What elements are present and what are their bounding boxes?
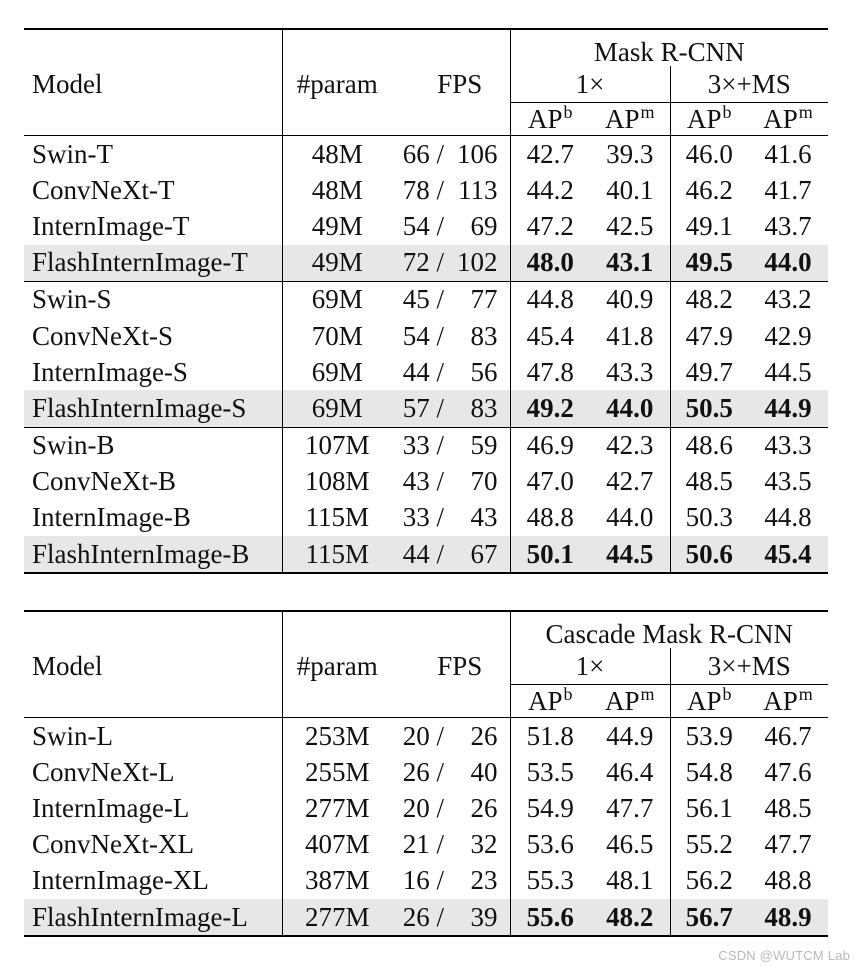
- ap-mask-1x-cell: 44.0: [590, 390, 670, 427]
- fps-a-cell: 54 /: [402, 210, 444, 241]
- ap-box-3x-cell: 56.1: [670, 790, 748, 826]
- fps-b-cell: 102: [448, 245, 510, 282]
- ap-mask-1x-cell: 41.8: [606, 320, 654, 351]
- ap-mask-1x-cell: 48.2: [590, 899, 670, 936]
- ap-mask-1x-cell: 39.3: [590, 136, 670, 173]
- model-name-cell: InternImage-B: [32, 502, 191, 533]
- fps-b-cell: 32: [470, 829, 498, 860]
- ap-mask-header: $AP^m$: [748, 685, 828, 718]
- model-name-cell: InternImage-L: [32, 792, 190, 823]
- fps-a-cell: 54 /: [402, 320, 444, 351]
- cascade-mask-rcnn-table: [24, 610, 828, 937]
- ap-mask-1x-cell: 42.5: [606, 210, 654, 241]
- ap-box-1x-cell: 47.8: [510, 354, 590, 390]
- table-row: [24, 208, 828, 244]
- ap-box-header: $AP^b$: [510, 103, 590, 136]
- param-cell: 48M: [282, 172, 392, 208]
- param-cell: 49M: [282, 245, 392, 282]
- table-row: [24, 427, 828, 464]
- param-cell: 407M: [282, 827, 392, 863]
- fps-a-cell: 45 /: [392, 281, 448, 318]
- ap-box-1x-cell: 51.8: [510, 718, 590, 755]
- ap-box-1x-cell: 55.6: [510, 899, 590, 936]
- param-cell: 253M: [282, 718, 392, 755]
- model-name-cell: Swin-B: [24, 427, 282, 464]
- fps-b-cell: 67: [448, 536, 510, 573]
- fps-b-cell: 39: [448, 899, 510, 936]
- ap-box-1x-cell: 50.1: [510, 536, 590, 573]
- fps-b-cell: 77: [448, 281, 510, 318]
- schedule-3x-ms-header: 3×+MS: [670, 648, 828, 685]
- fps-b-cell: 23: [470, 865, 498, 896]
- ap-mask-3x-cell: 48.5: [764, 792, 812, 823]
- fps-a-cell: 44 /: [392, 536, 448, 573]
- param-cell: 107M: [282, 427, 392, 464]
- ap-box-header: $AP^b$: [670, 103, 748, 136]
- ap-mask-3x-cell: 44.5: [764, 356, 812, 387]
- table-row: [24, 790, 828, 826]
- ap-mask-3x-cell: 48.9: [748, 899, 828, 936]
- table-row: [24, 827, 828, 863]
- fps-a-cell: 78 /: [402, 174, 444, 205]
- fps-b-cell: 113: [458, 174, 498, 205]
- schedule-1x-header: 1×: [510, 66, 670, 103]
- ap-box-1x-cell: 42.7: [510, 136, 590, 173]
- model-name-cell: Swin-L: [24, 718, 282, 755]
- fps-b-cell: 83: [470, 320, 498, 351]
- detector-title: Mask R-CNN: [510, 29, 828, 66]
- fps-a-cell: 57 /: [392, 390, 448, 427]
- cascade-mask-rcnn-body: [24, 718, 828, 937]
- ap-box-3x-cell: 55.2: [670, 827, 748, 863]
- watermark: CSDN @WUTCM Lab: [718, 948, 850, 963]
- ap-box-3x-cell: 46.2: [670, 172, 748, 208]
- fps-a-cell: 66 /: [392, 136, 448, 173]
- ap-mask-header: $AP^m$: [748, 103, 828, 136]
- fps-a-cell: 20 /: [402, 792, 444, 823]
- fps-a-cell: 20 /: [392, 718, 448, 755]
- fps-a-cell: 43 /: [402, 466, 444, 497]
- ap-mask-1x-cell: 44.5: [590, 536, 670, 573]
- fps-b-cell: 40: [470, 756, 498, 787]
- ap-box-1x-cell: 44.8: [510, 281, 590, 318]
- model-name-cell: InternImage-S: [32, 356, 188, 387]
- table-row: [24, 172, 828, 208]
- ap-mask-1x-cell: 44.0: [606, 502, 654, 533]
- ap-mask-1x-cell: 42.3: [590, 427, 670, 464]
- param-cell: 255M: [282, 754, 392, 790]
- ap-mask-3x-cell: 43.7: [764, 210, 812, 241]
- ap-box-1x-cell: 53.5: [510, 754, 590, 790]
- ap-mask-3x-cell: 42.9: [764, 320, 812, 351]
- ap-mask-3x-cell: 48.8: [764, 865, 812, 896]
- ap-box-1x-cell: 54.9: [510, 790, 590, 826]
- fps-b-cell: 43: [470, 502, 498, 533]
- table-row: [24, 318, 828, 354]
- ap-mask-1x-cell: 44.9: [590, 718, 670, 755]
- fps-a-cell: 26 /: [402, 756, 444, 787]
- fps-b-cell: 70: [470, 466, 498, 497]
- ap-mask-1x-cell: 42.7: [606, 466, 654, 497]
- model-name-cell: ConvNeXt-XL: [32, 829, 194, 860]
- param-cell: 69M: [282, 354, 392, 390]
- ap-box-1x-cell: 46.9: [510, 427, 590, 464]
- ap-mask-1x-cell: 46.4: [606, 756, 654, 787]
- ap-mask-header: $AP^m$: [590, 103, 670, 136]
- ap-mask-1x-cell: 48.1: [606, 865, 654, 896]
- ap-mask-3x-cell: 45.4: [748, 536, 828, 573]
- ap-mask-3x-cell: 47.7: [764, 829, 812, 860]
- schedule-1x-header: 1×: [510, 648, 670, 685]
- ap-mask-3x-cell: 47.6: [764, 756, 812, 787]
- ap-box-3x-cell: 53.9: [670, 718, 748, 755]
- fps-b-cell: 26: [470, 792, 498, 823]
- table-row: [24, 754, 828, 790]
- param-cell: 387M: [282, 863, 392, 899]
- table-row: [24, 281, 828, 318]
- ap-box-1x-cell: 53.6: [510, 827, 590, 863]
- ap-mask-1x-cell: 40.1: [606, 174, 654, 205]
- fps-header: FPS: [437, 68, 483, 99]
- param-header: #param: [282, 648, 392, 685]
- ap-box-3x-cell: 46.0: [670, 136, 748, 173]
- table-row: [24, 718, 828, 755]
- model-name-cell: Swin-T: [24, 136, 282, 173]
- fps-a-cell: 16 /: [402, 865, 444, 896]
- param-cell: 115M: [282, 500, 392, 536]
- param-header: #param: [282, 66, 392, 103]
- param-cell: 49M: [282, 208, 392, 244]
- ap-mask-1x-cell: 43.3: [606, 356, 654, 387]
- model-name-cell: FlashInternImage-B: [24, 536, 282, 573]
- param-cell: 69M: [282, 281, 392, 318]
- model-name-cell: InternImage-XL: [32, 865, 209, 896]
- fps-b-cell: 69: [470, 210, 498, 241]
- fps-b-cell: 56: [470, 356, 498, 387]
- ap-box-3x-cell: 47.9: [670, 318, 748, 354]
- cascade-mask-rcnn-header: [24, 611, 828, 718]
- ap-mask-3x-cell: 46.7: [748, 718, 828, 755]
- ap-box-3x-cell: 48.6: [670, 427, 748, 464]
- ap-mask-1x-cell: 46.5: [606, 829, 654, 860]
- fps-a-cell: 21 /: [402, 829, 444, 860]
- ap-mask-3x-cell: 41.7: [764, 174, 812, 205]
- fps-b-cell: 106: [448, 136, 510, 173]
- ap-box-header: $AP^b$: [670, 685, 748, 718]
- model-name-cell: FlashInternImage-L: [24, 899, 282, 936]
- ap-box-1x-cell: 49.2: [510, 390, 590, 427]
- model-name-cell: ConvNeXt-B: [32, 466, 176, 497]
- table-row: [24, 136, 828, 173]
- fps-a-cell: 33 /: [402, 502, 444, 533]
- param-cell: 115M: [282, 536, 392, 573]
- fps-b-cell: 26: [448, 718, 510, 755]
- table-row: [24, 354, 828, 390]
- ap-box-1x-cell: 44.2: [510, 172, 590, 208]
- ap-box-header: $AP^b$: [510, 685, 590, 718]
- ap-box-3x-cell: 48.5: [670, 464, 748, 500]
- table-row: [24, 464, 828, 500]
- model-name-cell: Swin-S: [24, 281, 282, 318]
- ap-mask-3x-cell: 43.5: [764, 466, 812, 497]
- ap-box-1x-cell: 48.8: [510, 500, 590, 536]
- table-row: [24, 536, 828, 573]
- param-cell: 277M: [282, 899, 392, 936]
- table-row: [24, 500, 828, 536]
- ap-mask-1x-cell: 40.9: [590, 281, 670, 318]
- param-cell: 108M: [282, 464, 392, 500]
- ap-box-1x-cell: 45.4: [510, 318, 590, 354]
- ap-mask-3x-cell: 44.0: [748, 245, 828, 282]
- ap-box-3x-cell: 56.2: [670, 863, 748, 899]
- ap-mask-header: $AP^m$: [590, 685, 670, 718]
- model-name-cell: InternImage-T: [32, 210, 190, 241]
- ap-mask-3x-cell: 41.6: [748, 136, 828, 173]
- ap-mask-3x-cell: 43.3: [748, 427, 828, 464]
- ap-box-1x-cell: 47.2: [510, 208, 590, 244]
- ap-mask-1x-cell: 43.1: [590, 245, 670, 282]
- mask-rcnn-table: [24, 28, 828, 574]
- ap-box-3x-cell: 56.7: [670, 899, 748, 936]
- param-cell: 70M: [282, 318, 392, 354]
- fps-a-cell: 33 /: [392, 427, 448, 464]
- ap-box-3x-cell: 49.5: [670, 245, 748, 282]
- mask-rcnn-header: [24, 29, 828, 136]
- model-name-cell: ConvNeXt-L: [32, 756, 175, 787]
- mask-rcnn-body: [24, 136, 828, 574]
- ap-box-1x-cell: 47.0: [510, 464, 590, 500]
- fps-a-cell: 26 /: [392, 899, 448, 936]
- table-row: [24, 245, 828, 282]
- fps-b-cell: 83: [448, 390, 510, 427]
- ap-mask-3x-cell: 44.9: [748, 390, 828, 427]
- ap-box-3x-cell: 50.6: [670, 536, 748, 573]
- param-cell: 69M: [282, 390, 392, 427]
- ap-mask-1x-cell: 47.7: [606, 792, 654, 823]
- ap-box-3x-cell: 50.5: [670, 390, 748, 427]
- model-name-cell: FlashInternImage-T: [24, 245, 282, 282]
- schedule-3x-ms-header: 3×+MS: [670, 66, 828, 103]
- table-row: [24, 899, 828, 936]
- ap-box-3x-cell: 49.7: [670, 354, 748, 390]
- param-cell: 277M: [282, 790, 392, 826]
- fps-a-cell: 44 /: [402, 356, 444, 387]
- table-row: [24, 863, 828, 899]
- model-name-cell: ConvNeXt-S: [32, 320, 173, 351]
- fps-b-cell: 59: [448, 427, 510, 464]
- ap-box-1x-cell: 48.0: [510, 245, 590, 282]
- param-cell: 48M: [282, 136, 392, 173]
- ap-mask-3x-cell: 44.8: [764, 502, 812, 533]
- ap-box-3x-cell: 49.1: [670, 208, 748, 244]
- fps-header: FPS: [437, 650, 483, 681]
- model-name-cell: FlashInternImage-S: [24, 390, 282, 427]
- detector-title: Cascade Mask R-CNN: [510, 611, 828, 648]
- model-header: Model: [32, 68, 103, 99]
- model-name-cell: ConvNeXt-T: [32, 174, 175, 205]
- ap-mask-3x-cell: 43.2: [748, 281, 828, 318]
- fps-a-cell: 72 /: [392, 245, 448, 282]
- ap-box-3x-cell: 54.8: [670, 754, 748, 790]
- ap-box-3x-cell: 48.2: [670, 281, 748, 318]
- ap-box-1x-cell: 55.3: [510, 863, 590, 899]
- ap-box-3x-cell: 50.3: [670, 500, 748, 536]
- table-row: [24, 390, 828, 427]
- model-header: Model: [32, 650, 103, 681]
